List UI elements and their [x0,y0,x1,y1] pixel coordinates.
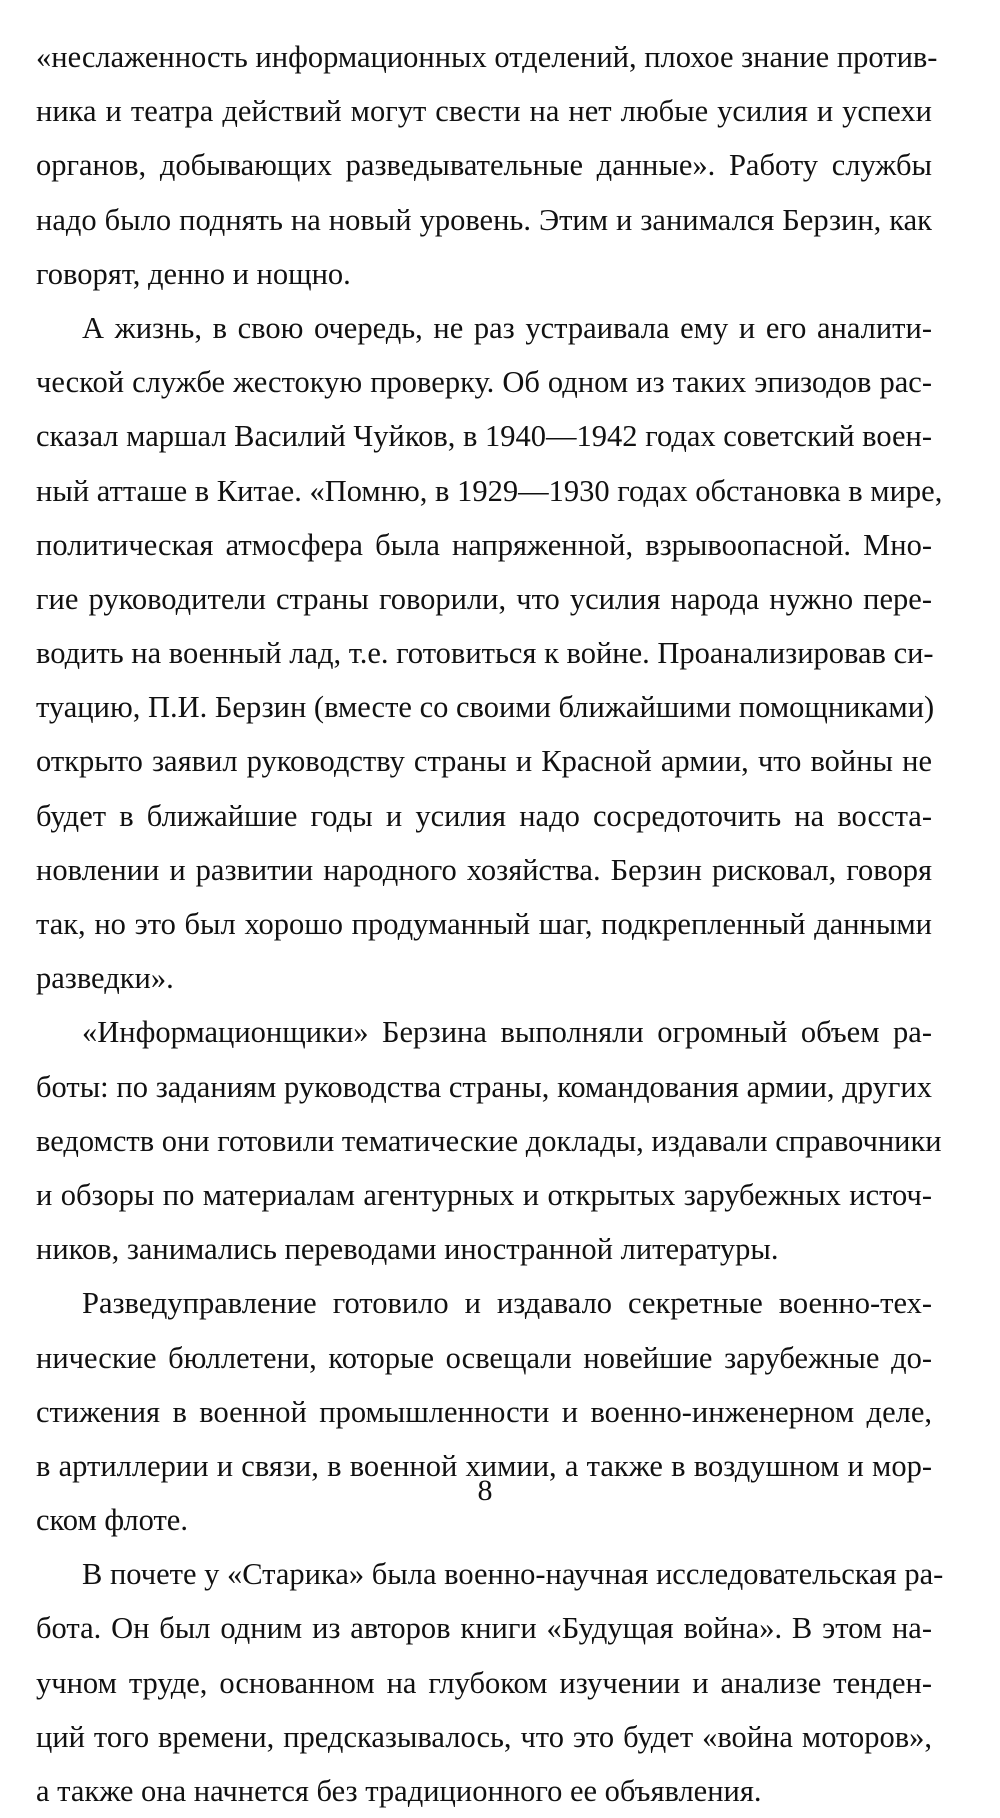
paragraph [36,1547,944,1818]
text-line: разведки». [36,961,174,996]
text-line: ском флоте. [36,1503,188,1538]
page-number: 8 [477,1474,493,1507]
text-line: бота. Он был одним из авторов книги «Будущая война». В этом на- [36,1611,932,1646]
text-line: будет в ближайшие годы и усилия надо сосредоточить на восста- [36,798,932,833]
text-line: «Информационщики» Берзина выполняли огромный объем ра- [82,1015,932,1050]
text-line: стижения в военной промышленности и военно-инженерном деле, [36,1394,932,1429]
text-line: и обзоры по материалам агентурных и открытых зарубежных источ- [36,1177,932,1212]
text-line: надо было поднять на новый уровень. Этим и занимался Берзин, как [36,202,932,237]
text-line: а также она начнется без традиционного ее объявления. [36,1774,762,1808]
text-line: новлении и развитии народного хозяйства. Берзин рисковал, говоря [36,852,932,887]
paragraph [36,30,938,301]
text-line: гие руководители страны говорили, что усилия народа нужно пере- [36,581,932,616]
text-line: В почете у «Старика» была военно-научная исследовательская ра- [82,1557,944,1592]
text-line: сказал маршал Василий Чуйков, в 1940—1942 годах советский воен- [36,419,932,454]
text-line: ций того времени, предсказывалось, что это будет «война моторов», [36,1719,932,1754]
text-line: в артиллерии и связи, в военной химии, а также в воздушном и мор- [36,1448,932,1483]
text-line: ческой службе жестокую проверку. Об одном из таких эпизодов рас- [36,365,932,400]
text-line: А жизнь, в свою очередь, не раз устраивала ему и его аналити- [82,310,932,345]
text-line: открыто заявил руководству страны и Красной армии, что войны не [36,744,932,779]
text-line: ведомств они готовили тематические доклады, издавали справочники [36,1123,942,1158]
text-line: ный атташе в Китае. «Помню, в 1929—1930 годах обстановка в мире, [36,473,943,508]
text-line: нические бюллетени, которые освещали новейшие зарубежные до- [36,1340,932,1375]
text-line: учном труде, основанном на глубоком изучении и анализе тенден- [36,1665,932,1700]
text-line: боты: по заданиям руководства страны, командования армии, других [36,1069,932,1104]
text-line: так, но это был хорошо продуманный шаг, подкрепленный данными [36,907,932,941]
text-line: «неслаженность информационных отделений, плохое знание против- [36,40,938,74]
text-line: органов, добывающих разведывательные данные». Работу службы [36,148,932,183]
text-line: говорят, денно и нощно. [36,256,351,291]
text-line: ника и театра действий могут свести на нет любые усилия и успехи [36,94,932,129]
text-line: политическая атмосфера была напряженной, взрывоопасной. Мно- [36,527,932,562]
text-line: ников, занимались переводами иностранной литературы. [36,1232,779,1267]
paragraph [36,301,943,1005]
text-line: водить на военный лад, т.е. готовиться к войне. Проанализировав си- [36,636,934,671]
text-line: туацию, П.И. Берзин (вместе со своими ближайшими помощниками) [36,690,935,725]
text-line: Разведуправление готовило и издавало секретные военно-тех- [82,1286,932,1321]
page-body [36,30,944,1818]
paragraph [36,1005,942,1276]
